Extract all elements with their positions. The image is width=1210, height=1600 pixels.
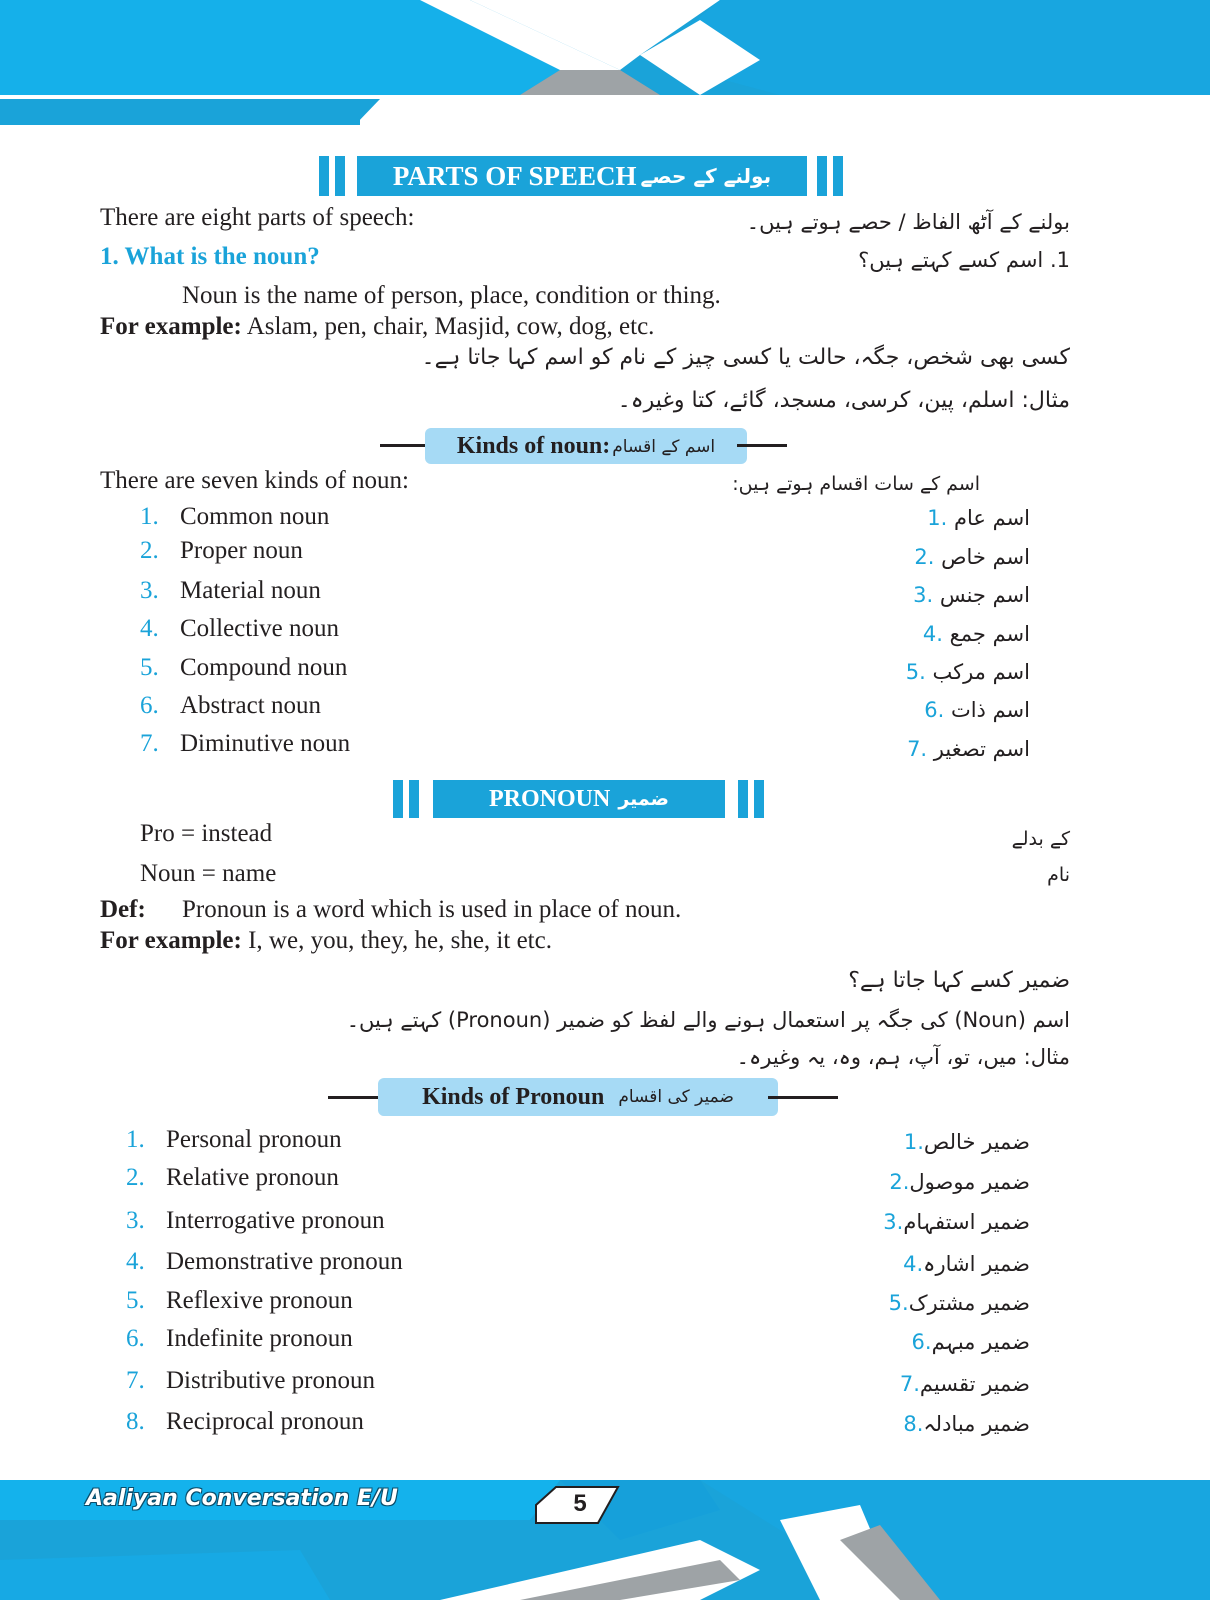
item-number-ur: 5. <box>888 1291 909 1315</box>
item-number-ur: 7. <box>899 1372 920 1396</box>
item-number-ur: 5. <box>905 660 926 684</box>
item-number-ur: 2. <box>914 545 935 569</box>
noun-name-ur: نام <box>1047 864 1070 886</box>
list-item <box>126 1248 403 1276</box>
noun-example-ur: مثال: اسلم، پین، کرسی، مسجد، گائے، کتا وغیرہ۔ <box>617 388 1070 413</box>
list-item-ur <box>906 660 1030 684</box>
item-label-ur: اسم خاص <box>941 545 1030 569</box>
item-number-ur: 3. <box>883 1210 904 1234</box>
pill-title-en: Kinds of noun: <box>456 432 611 459</box>
item-number-ur: 7. <box>907 737 928 761</box>
list-item <box>140 730 350 758</box>
def-text: Pronoun is a word which is used in place of noun. <box>182 896 682 923</box>
pill-title-ur: ضمیر کی اقسام <box>618 1087 734 1107</box>
list-item-ur <box>924 698 1030 722</box>
list-item-ur <box>904 1130 1030 1154</box>
pronoun-banner <box>433 780 725 818</box>
item-label-ur: اسم جمع <box>949 622 1030 646</box>
pronoun-example-ur: مثال: میں، تو، آپ، ہم، وہ، یہ وغیرہ۔ <box>736 1045 1070 1069</box>
parts-intro-en: There are eight parts of speech: <box>100 204 415 231</box>
list-item <box>140 577 321 605</box>
list-item-ur <box>903 1252 1030 1276</box>
list-item <box>140 654 347 682</box>
example-text: Aslam, pen, chair, Masjid, cow, dog, etc. <box>241 313 655 340</box>
item-label: Collective noun <box>180 615 339 642</box>
item-number: 8. <box>126 1408 145 1435</box>
noun-kinds-intro-en: There are seven kinds of noun: <box>100 467 409 494</box>
item-label-ur: ضمیر استفہام <box>903 1210 1030 1234</box>
noun-question-ur: 1. اسم کسے کہتے ہیں؟ <box>858 248 1070 272</box>
item-label-ur: ضمیر موصول <box>909 1170 1030 1194</box>
pro-definition-ur: کے بدلے <box>1011 828 1070 850</box>
banner-title-ur: بولنے کے حصے <box>640 164 772 188</box>
item-number-ur: 1. <box>903 1130 924 1154</box>
example-label: For example: <box>100 313 242 340</box>
item-label: Relative pronoun <box>166 1164 339 1191</box>
noun-definition-ur: کسی بھی شخص، جگہ، حالت یا کسی چیز کے نام کو اسم کہا جاتا ہے۔ <box>421 345 1070 370</box>
page-number: 5 <box>573 1490 587 1517</box>
item-number: 3. <box>140 577 159 604</box>
banner-bar <box>319 156 329 196</box>
pronoun-question-ur: ضمیر کسے کہا جاتا ہے؟ <box>848 968 1070 993</box>
list-item <box>140 537 303 565</box>
list-item <box>126 1207 385 1235</box>
banner-bar <box>393 780 403 818</box>
list-item-ur <box>903 1412 1030 1436</box>
list-item-ur <box>907 737 1030 761</box>
item-label-ur: اسم مرکب <box>932 660 1030 684</box>
noun-definition-en: Noun is the name of person, place, condition or thing. <box>182 282 721 309</box>
pill-line-right <box>768 1096 838 1099</box>
item-number-ur: 6. <box>924 698 945 722</box>
kinds-of-pronoun-pill <box>378 1078 778 1116</box>
pill-title-en: Kinds of Pronoun <box>422 1083 605 1110</box>
list-item <box>126 1325 353 1353</box>
pronoun-def-en <box>100 896 681 924</box>
pronoun-definition-ur: اسم (Noun) کی جگہ پر استعمال ہونے والے لفظ کو ضمیر (Pronoun) کہتے ہیں۔ <box>346 1008 1070 1032</box>
item-label: Distributive pronoun <box>166 1367 376 1394</box>
item-label: Proper noun <box>180 537 303 564</box>
list-item-ur <box>923 622 1030 646</box>
noun-question-en: 1. What is the noun? <box>100 243 320 270</box>
item-number: 1. <box>140 503 159 530</box>
item-number: 3. <box>126 1207 145 1234</box>
item-number: 2. <box>140 537 159 564</box>
noun-name-en: Noun = name <box>140 860 277 887</box>
example-text: I, we, you, they, he, she, it etc. <box>241 927 552 954</box>
pronoun-banner-ur: ضمیر <box>618 788 669 810</box>
item-label-ur: اسم تصغیر <box>933 737 1030 761</box>
item-number-ur: 4. <box>922 622 943 646</box>
item-label-ur: ضمیر مبہم <box>931 1330 1030 1354</box>
list-item-ur <box>900 1372 1030 1396</box>
parts-intro-ur: بولنے کے آٹھ الفاظ / حصے ہوتے ہیں۔ <box>746 210 1070 234</box>
item-number: 7. <box>126 1367 145 1394</box>
list-item <box>140 692 321 720</box>
banner-bar <box>754 780 764 818</box>
list-item <box>126 1126 342 1154</box>
item-label-ur: اسم ذات <box>950 698 1030 722</box>
item-number: 4. <box>126 1248 145 1275</box>
noun-example-en <box>100 313 654 341</box>
item-label: Demonstrative pronoun <box>166 1248 403 1275</box>
item-label-ur: ضمیر خالص <box>923 1130 1030 1154</box>
list-item <box>126 1408 364 1436</box>
item-label: Common noun <box>180 503 330 530</box>
pronoun-example-en <box>100 927 552 955</box>
list-item-ur <box>883 1210 1030 1234</box>
list-item-ur <box>912 1330 1030 1354</box>
kinds-of-noun-pill <box>425 428 747 464</box>
item-number-ur: 2. <box>889 1170 910 1194</box>
item-number: 5. <box>126 1287 145 1314</box>
item-label-ur: اسم جنس <box>939 583 1030 607</box>
parts-of-speech-banner <box>357 156 807 196</box>
list-item-ur <box>913 583 1030 607</box>
list-item-ur <box>914 545 1030 569</box>
item-number: 5. <box>140 654 159 681</box>
banner-title-en: PARTS OF SPEECH <box>392 160 637 191</box>
list-item-ur <box>889 1170 1030 1194</box>
item-label: Diminutive noun <box>180 730 351 757</box>
pill-line-right <box>737 444 787 447</box>
item-label: Material noun <box>180 577 321 604</box>
list-item <box>126 1367 375 1395</box>
book-title: Aaliyan Conversation E/U <box>86 1486 398 1511</box>
item-label: Personal pronoun <box>166 1126 342 1153</box>
item-label: Abstract noun <box>180 692 321 719</box>
banner-bar <box>409 780 419 818</box>
item-label: Reciprocal pronoun <box>166 1408 364 1435</box>
banner-bar <box>335 156 345 196</box>
item-number: 2. <box>126 1164 145 1191</box>
item-number-ur: 4. <box>903 1252 924 1276</box>
banner-bar <box>817 156 827 196</box>
item-number-ur: 8. <box>903 1412 924 1436</box>
item-number: 6. <box>126 1325 145 1352</box>
banner-bar <box>738 780 748 818</box>
item-label: Reflexive pronoun <box>166 1287 353 1314</box>
list-item <box>126 1164 339 1192</box>
item-label: Indefinite pronoun <box>166 1325 353 1352</box>
header-decoration <box>0 0 1210 130</box>
list-item-ur <box>889 1291 1030 1315</box>
item-number-ur: 3. <box>913 583 934 607</box>
item-label-ur: ضمیر تقسیم <box>919 1372 1030 1396</box>
pill-title-ur: اسم کے اقسام <box>612 436 716 457</box>
item-number: 4. <box>140 615 159 642</box>
pro-definition-en: Pro = instead <box>140 820 273 847</box>
item-number-ur: 1. <box>927 506 948 530</box>
item-number: 1. <box>126 1126 145 1153</box>
item-label-ur: اسم عام <box>953 506 1030 530</box>
item-label: Interrogative pronoun <box>166 1207 385 1234</box>
list-item <box>140 615 339 643</box>
noun-kinds-intro-ur: اسم کے سات اقسام ہوتے ہیں: <box>732 473 980 495</box>
banner-bar <box>833 156 843 196</box>
list-item-ur <box>927 506 1030 530</box>
item-number: 7. <box>140 730 159 757</box>
example-label: For example: <box>100 927 242 954</box>
item-number: 6. <box>140 692 159 719</box>
item-label-ur: ضمیر اشارہ <box>923 1252 1030 1276</box>
list-item <box>140 503 329 531</box>
item-label: Compound noun <box>180 654 348 681</box>
list-item <box>126 1287 353 1315</box>
item-number-ur: 6. <box>911 1330 932 1354</box>
item-label-ur: ضمیر مشترک <box>908 1291 1030 1315</box>
def-label: Def: <box>100 896 146 923</box>
pronoun-banner-en: PRONOUN <box>488 785 611 812</box>
item-label-ur: ضمیر مبادلہ <box>923 1412 1030 1436</box>
